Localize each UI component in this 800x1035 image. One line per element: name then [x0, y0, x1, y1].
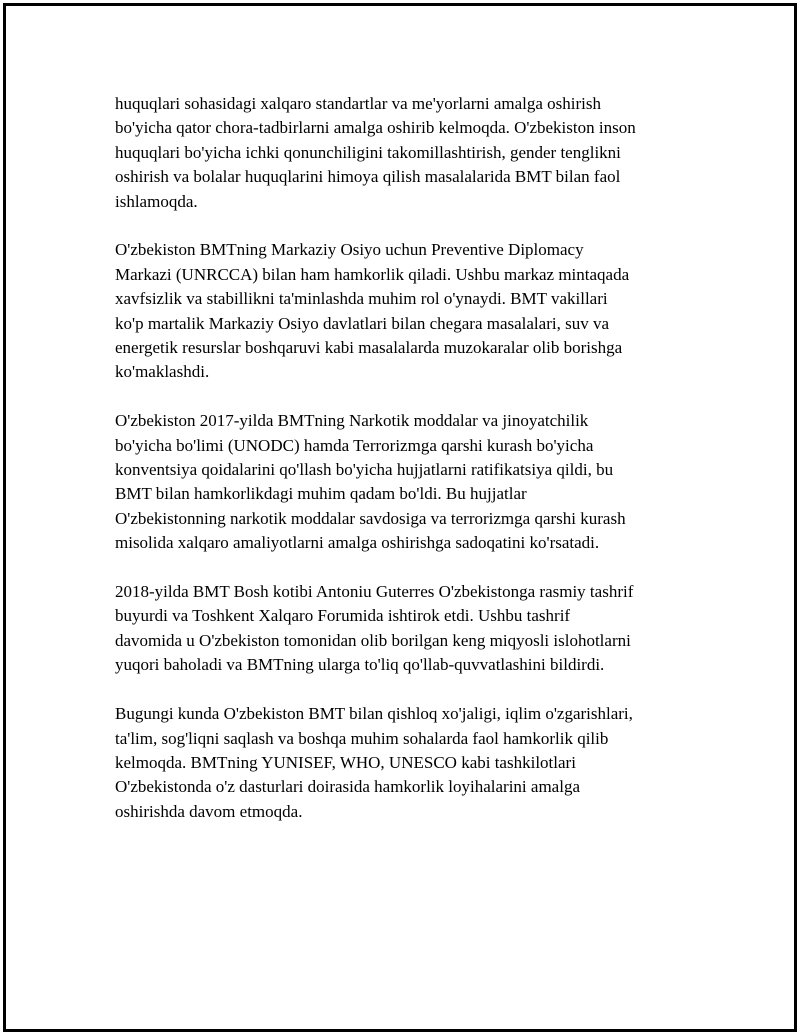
text-line: ko'p martalik Markaziy Osiyo davlatlari bilan chegara masalalari, suv va	[115, 313, 609, 333]
text-line: O'zbekiston 2017-yilda BMTning Narkotik moddalar va jinoyatchilik	[115, 411, 589, 431]
text-line: oshirishda davom etmoqda.	[115, 801, 303, 821]
text-line: BMT bilan hamkorlikdagi muhim qadam bo'ldi. Bu hujjatlar	[115, 484, 527, 504]
text-line: energetik resurslar boshqaruvi kabi masalalarda muzokaralar olib borishga	[115, 338, 623, 358]
paragraph	[115, 702, 695, 824]
text-line: bo'yicha qator chora-tadbirlarni amalga oshirib kelmoqda. O'zbekiston inson	[115, 118, 636, 138]
text-line: ishlamoqda.	[115, 191, 198, 211]
paragraph	[115, 580, 695, 678]
text-line: huquqlari sohasidagi xalqaro standartlar va me'yorlarni amalga oshirish	[115, 94, 602, 113]
text-line: davomida u O'zbekiston tomonidan olib borilgan keng miqyosli islohotlarni	[115, 630, 631, 650]
text-line: O'zbekiston BMTning Markaziy Osiyo uchun Preventive Diplomacy	[115, 240, 584, 260]
text-line: kelmoqda. BMTning YUNISEF, WHO, UNESCO kabi tashkilotlari	[115, 752, 576, 772]
text-line: ta'lim, sog'liqni saqlash va boshqa muhim sohalarda faol hamkorlik qilib	[115, 728, 609, 748]
paragraph	[115, 92, 695, 214]
text-line: konventsiya qoidalarini qo'llash bo'yicha hujjatlarni ratifikatsiya qildi, bu	[115, 460, 614, 480]
text-line: xavfsizlik va stabillikni ta'minlashda muhim rol o'ynaydi. BMT vakillari	[115, 289, 608, 309]
text-line: huquqlari bo'yicha ichki qonunchiligini takomillashtirish, gender tenglikni	[115, 142, 621, 162]
text-line: ko'maklashdi.	[115, 362, 210, 382]
text-line: O'zbekistonning narkotik moddalar savdosiga va terrorizmga qarshi kurash	[115, 508, 626, 528]
text-line: Bugungi kunda O'zbekiston BMT bilan qishloq xo'jaligi, iqlim o'zgarishlari,	[115, 704, 633, 724]
document-body	[115, 92, 695, 849]
text-line: bo'yicha bo'limi (UNODC) hamda Terrorizmga qarshi kurash bo'yicha	[115, 435, 594, 455]
paragraph	[115, 238, 695, 384]
text-line: oshirish va bolalar huquqlarini himoya qilish masalalarida BMT bilan faol	[115, 167, 621, 187]
text-line: misolida xalqaro amaliyotlarni amalga oshirishga sadoqatini ko'rsatadi.	[115, 533, 600, 553]
text-line: O'zbekistonda o'z dasturlari doirasida hamkorlik loyihalarini amalga	[115, 777, 580, 797]
text-line: 2018-yilda BMT Bosh kotibi Antoniu Guterres O'zbekistonga rasmiy tashrif	[115, 582, 634, 602]
text-line: Markazi (UNRCCA) bilan ham hamkorlik qiladi. Ushbu markaz mintaqada	[115, 264, 630, 284]
paragraph	[115, 409, 695, 555]
text-line: yuqori baholadi va BMTning ularga to'liq qo'llab-quvvatlashini bildirdi.	[115, 655, 605, 675]
text-line: buyurdi va Toshkent Xalqaro Forumida ishtirok etdi. Ushbu tashrif	[115, 606, 571, 626]
